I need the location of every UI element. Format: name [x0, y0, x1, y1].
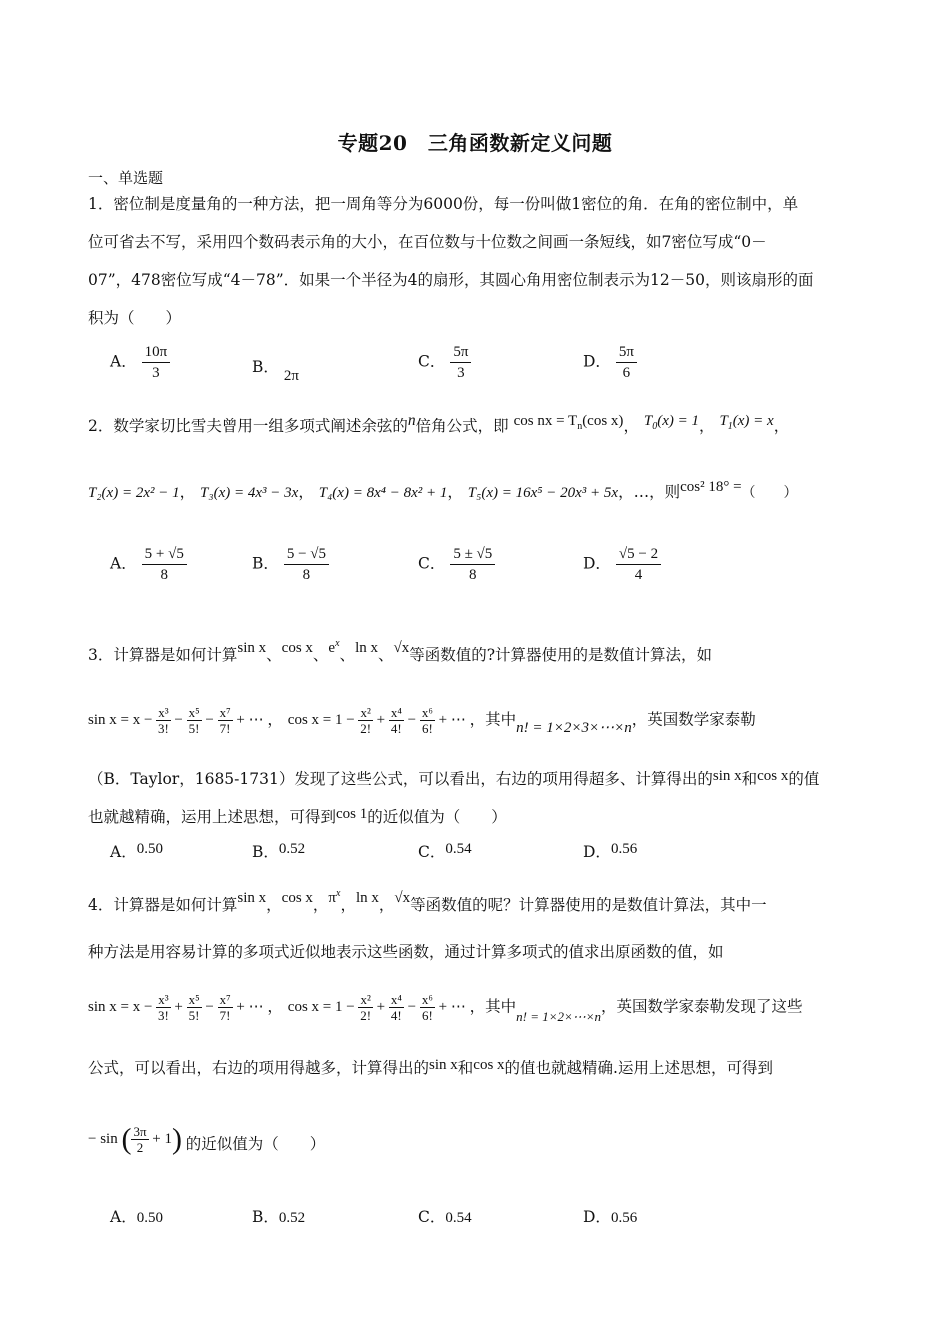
q2-formula-t1: $T_1(x) = x$ — [719, 413, 774, 432]
q3-series-sin: sin x = x − $\frac{\text{x³}}{3!}$ − $\frac{\text{x⁵}}{5!}$ − $\frac{\text{x⁷}}{7!}$ + ⋯ — [88, 705, 264, 736]
q4-tail: ，英国数学家泰勒发现了这些 — [601, 997, 803, 1016]
q3-and: 和 — [741, 770, 758, 788]
fraction — [450, 342, 471, 383]
q3-where: ，其中 — [469, 710, 517, 729]
option-label: C． — [418, 554, 446, 573]
option-label: D． — [583, 352, 611, 371]
denominator: 3 — [457, 365, 465, 381]
q1-option-d[interactable] — [583, 342, 637, 383]
denominator: 3 — [152, 365, 160, 381]
q4-func-sin: sin x — [237, 890, 267, 906]
numerator: 5 − √5 — [284, 544, 329, 565]
q2-tail: ，…，则 — [618, 483, 681, 501]
q3-option-d[interactable]: D．0.56 — [583, 841, 638, 861]
denominator: 8 — [302, 567, 311, 583]
q3-series-cos: cos x = 1 − $\frac{\text{x²}}{2!}$ + $\frac{\text{x⁴}}{4!}$ − $\frac{\text{x⁶}}{6!}$ + ⋯ — [287, 705, 466, 736]
numerator: 5 + √5 — [142, 544, 187, 565]
q2-n: n — [407, 412, 416, 429]
q3-tail: ，英国数学家泰勒 — [631, 710, 756, 729]
q4-series-cos: cos x = 1 − $\frac{\text{x²}}{2!}$ + $\frac{\text{x⁴}}{4!}$ − $\frac{\text{x⁶}}{6!}$ + ⋯ — [287, 992, 466, 1023]
q3-line-3-end: 的值 — [788, 770, 820, 788]
numerator: 5 ± √5 — [450, 544, 495, 565]
q3-factorial-def: n! = 1×2×3×⋯×n — [516, 720, 632, 737]
q4-func-sqrt: √x — [394, 890, 411, 906]
denominator: 6 — [622, 365, 631, 381]
q2-formula-t5: T₅(x) = 16x⁵ − 20x³ + 5x — [467, 485, 619, 501]
q2-formula-t4: T₄(x) = 8x⁴ − 8x² + 1 — [318, 485, 448, 501]
q3-sin: sin x — [712, 768, 742, 784]
q4-line-5 — [88, 1124, 325, 1168]
q4-option-c[interactable]: C．0.54 — [418, 1208, 472, 1226]
q3-func-sin: sin x — [237, 640, 267, 656]
denominator: 4 — [634, 567, 643, 583]
fraction — [616, 342, 637, 383]
q4-option-d[interactable]: D．0.56 — [583, 1208, 638, 1226]
numerator: √5 − 2 — [616, 544, 661, 565]
q3-option-c[interactable]: C．0.54 — [418, 841, 472, 861]
q4-series-sin: sin x = x − $\frac{\text{x³}}{3!}$ + $\frac{\text{x⁵}}{5!}$ − $\frac{\text{x⁷}}{7!}$ + ⋯ — [88, 992, 264, 1023]
q2-intro-2: 倍角公式，即 — [415, 417, 509, 435]
q4-line-5-text: 的近似值为（ ） — [185, 1135, 326, 1154]
q4-func-pi: $\pi^x$ — [328, 888, 341, 906]
option-value: 2π — [283, 368, 299, 384]
fraction — [284, 544, 329, 585]
q1-line-2: 位可省去不写，采用四个数码表示角的大小，在百位数与十位数之间画一条短线，如7密位写成“0－ — [88, 233, 767, 251]
q1-option-c[interactable] — [418, 342, 471, 383]
fraction — [142, 544, 187, 585]
fraction — [450, 544, 495, 585]
q3-cos1: cos 1 — [336, 806, 368, 822]
q4-line-2: 种方法是用容易计算的多项式近似地表示这些函数，通过计算多项式的值求出原函数的值，如 — [88, 943, 724, 961]
numerator: 5π — [616, 342, 637, 363]
q1-line-1: 1．密位制是度量角的一种方法，把一周角等分为6000份，每一份叫做1密位的角．在角的密位制中，单 — [88, 195, 799, 213]
q2-option-c[interactable] — [418, 544, 495, 585]
denominator: 8 — [469, 567, 477, 583]
q4-cos: cos x — [473, 1057, 505, 1073]
q2-line-2: T₂(x) = 2x² − 1， T₃(x) = 4x³ − 3x， T₄(x) = 8x⁴ − 8x² + 1， T₅(x) = 16x⁵ − 20x³ + 5x，…，则cos² 18° =（ ） — [88, 479, 798, 501]
numerator: 10π — [142, 342, 171, 363]
q2-cos-expression: cos² 18° = — [680, 479, 742, 495]
q1-line-4: 积为（ ） — [88, 309, 182, 327]
q3-intro: 3．计算器是如何计算 — [88, 646, 238, 664]
q4-intro: 4．计算器是如何计算 — [88, 896, 238, 914]
q2-formula-chebyshev: cos nx = $T_n(\cos$ x) — [513, 413, 624, 432]
q4-func-cos: cos x — [281, 890, 313, 906]
option-label: B． — [252, 554, 279, 573]
q4-mid: 等函数值的呢？计算器使用的是数值计算法，其中一 — [410, 896, 767, 914]
q3-line-3-text: （B．Taylor，1685-1731）发现了这些公式，可以看出，右边的项用得超多、计算得出的 — [88, 770, 713, 788]
option-label: C． — [418, 352, 446, 371]
q3-func-exp: $e^x$ — [328, 638, 340, 656]
option-label: A． — [110, 554, 137, 573]
q3-func-ln: ln x — [355, 640, 378, 656]
fraction — [616, 544, 661, 585]
q4-line-4-text: 公式，可以看出，右边的项用得越多，计算得出的 — [88, 1059, 430, 1077]
q4-expression: − sin ( $\frac{3\pi}{2}$ + 1) — [88, 1123, 183, 1156]
q4-factorial-def: n! = 1×2×⋯×n — [516, 1009, 602, 1025]
q4-line-1: 4．计算器是如何计算sin x，cos x，$\pi^x$，ln x，√x等函数值的呢？计算器使用的是数值计算法，其中一 — [88, 888, 767, 914]
q3-line-4-text: 也就越精确，运用上述思想，可得到 — [88, 808, 337, 826]
q4-and: 和 — [457, 1059, 474, 1077]
q3-line-2: sin x = x − $\frac{\text{x³}}{3!}$ − $\frac{\text{x⁵}}{5!}$ − $\frac{\text{x⁷}}{7!}$ + ⋯ ， cos x = 1 − $\frac{\text{x²}}{2!}$ + $\frac{\text{x⁴}}{4!}$ − $\frac{\text{x⁶}}{6!}$ + ⋯ ，其中n! = 1×2×3×⋯×n，英国数学家泰勒 — [88, 705, 756, 737]
q4-line-4-end: 的值也就越精确.运用上述思想，可得到 — [504, 1059, 773, 1077]
q3-func-cos: cos x — [281, 640, 313, 656]
q2-answer-paren: （ ） — [741, 485, 798, 501]
q4-option-b[interactable]: B．0.52 — [252, 1208, 306, 1226]
q2-intro: 2．数学家切比雪夫曾用一组多项式阐述余弦的 — [88, 417, 408, 435]
q2-option-a[interactable] — [110, 544, 187, 585]
q3-line-3 — [88, 767, 819, 792]
q1-line-3: 07”，478密位写成“4－78”．如果一个半径为4的扇形，其圆心角用密位制表示为12－50，则该扇形的面 — [88, 271, 814, 289]
q3-cos: cos x — [757, 768, 789, 784]
q4-where: ，其中 — [469, 997, 517, 1016]
denominator: 8 — [160, 567, 168, 583]
q3-mid: 等函数值的?计算器使用的是数值计算法，如 — [409, 646, 713, 664]
q2-formula-t2: T₂(x) = 2x² − 1 — [88, 485, 180, 501]
q2-formula-t3: T₃(x) = 4x³ − 3x — [200, 485, 299, 501]
q1-option-a[interactable] — [110, 342, 170, 383]
q3-line-4-end: 的近似值为（ ） — [367, 808, 507, 826]
q2-option-d[interactable] — [583, 544, 661, 585]
q2-line-1: 2．数学家切比雪夫曾用一组多项式阐述余弦的n倍角公式，即 cos nx = $T_n(\cos$ x)， $T_0(x) = 1$， $T_1(x) = x$， — [88, 412, 790, 435]
q3-func-sqrt: √x — [393, 640, 410, 656]
q3-option-a[interactable]: A．0.50 — [110, 841, 163, 861]
q2-formula-t0: $T_0(x) = 1$ — [643, 413, 699, 432]
q4-option-a[interactable]: A．0.50 — [110, 1208, 163, 1226]
fraction — [142, 342, 171, 383]
page-title: 专题20 三角函数新定义问题 — [337, 131, 613, 155]
q3-line-4 — [88, 805, 507, 830]
q3-line-1: 3．计算器是如何计算sin x、cos x、$e^x$、ln x、√x等函数值的?计算器使用的是数值计算法，如 — [88, 638, 713, 664]
option-label: A． — [110, 352, 137, 371]
q4-line-3: sin x = x − $\frac{\text{x³}}{3!}$ + $\frac{\text{x⁵}}{5!}$ − $\frac{\text{x⁷}}{7!}$ + ⋯ ， cos x = 1 − $\frac{\text{x²}}{2!}$ + $\frac{\text{x⁴}}{4!}$ − $\frac{\text{x⁶}}{6!}$ + ⋯ ，其中$_{n! = 1\times 2\times\cdots\times n}$，英国数学家泰勒发现了这些 — [88, 992, 803, 1025]
q1-option-b[interactable] — [252, 355, 299, 384]
q4-func-ln: ln x — [355, 890, 379, 906]
q4-line-4 — [88, 1056, 773, 1081]
q3-option-b[interactable]: B．0.52 — [252, 841, 306, 861]
option-label: D． — [583, 554, 611, 573]
section-heading: 一、单选题 — [88, 169, 164, 187]
q4-sin: sin x — [429, 1057, 458, 1073]
q2-option-b[interactable] — [252, 544, 329, 585]
numerator: 5π — [450, 342, 471, 363]
option-label: B． — [252, 358, 279, 376]
